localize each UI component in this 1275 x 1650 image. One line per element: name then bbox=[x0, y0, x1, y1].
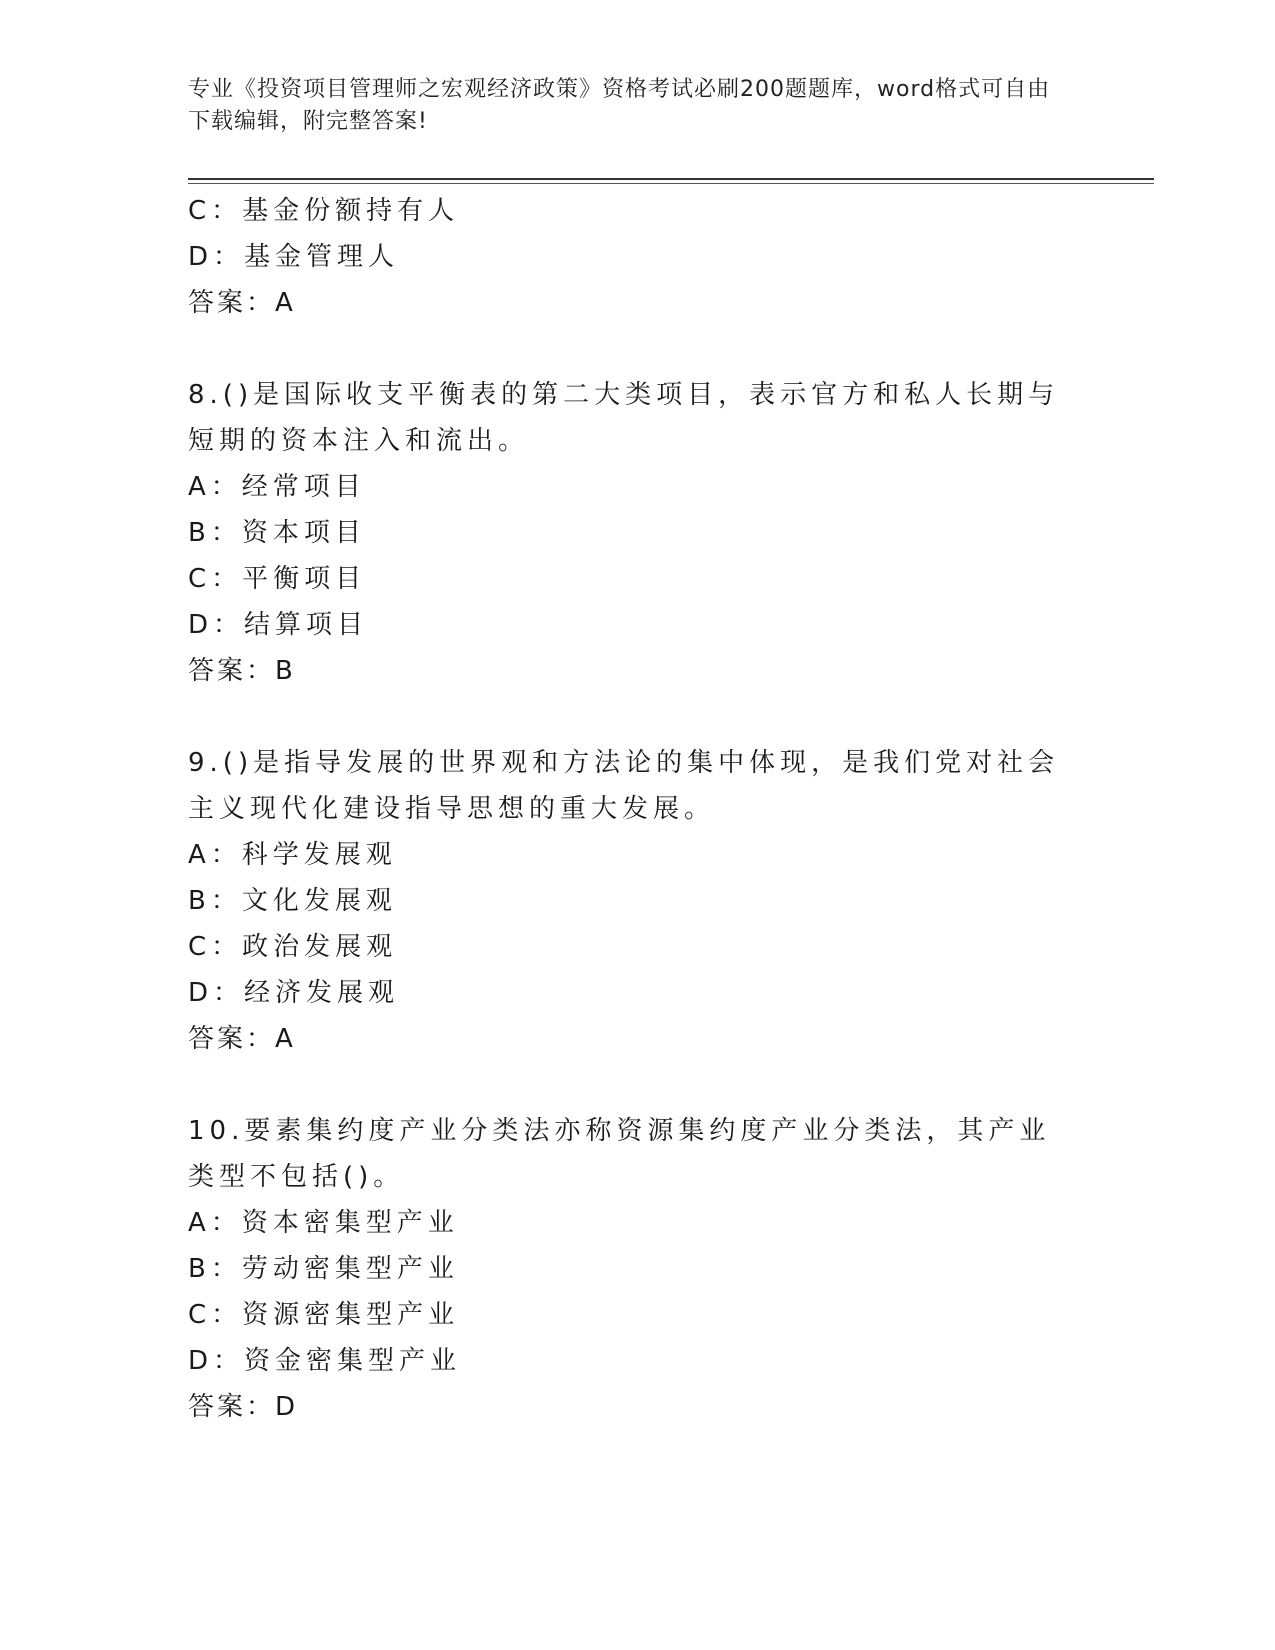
option-d bbox=[188, 970, 1088, 1016]
header-rule-thin bbox=[188, 183, 1154, 184]
option-label: B： bbox=[188, 886, 242, 916]
option-label: D： bbox=[188, 978, 245, 1008]
question-stem: 10.要素集约度产业分类法亦称资源集约度产业分类法，其产业类型不包括()。 bbox=[188, 1116, 1051, 1192]
option-c bbox=[188, 188, 1088, 234]
option-c bbox=[188, 924, 1088, 970]
option-text: 科学发展观 bbox=[241, 840, 397, 870]
option-text: 资本密集型产业 bbox=[241, 1208, 459, 1238]
option-label: C： bbox=[188, 564, 243, 594]
option-text: 平衡项目 bbox=[242, 564, 367, 594]
header-rule-thick bbox=[188, 178, 1154, 180]
option-text: 结算项目 bbox=[244, 610, 369, 640]
option-label: A： bbox=[188, 472, 242, 502]
document-header: 专业《投资项目管理师之宏观经济政策》资格考试必刷200题题库，word格式可自由下载编辑，附完整答案! bbox=[188, 77, 1051, 134]
question-8 bbox=[188, 372, 1088, 694]
option-a bbox=[188, 464, 1088, 510]
option-label: D： bbox=[188, 1346, 245, 1376]
option-c bbox=[188, 556, 1088, 602]
option-text: 经常项目 bbox=[241, 472, 366, 502]
option-label: C： bbox=[188, 1300, 243, 1330]
question-9 bbox=[188, 740, 1088, 1062]
option-d bbox=[188, 234, 1088, 280]
option-a bbox=[188, 1200, 1088, 1246]
option-text: 基金份额持有人 bbox=[242, 196, 460, 226]
question-stem: 8.()是国际收支平衡表的第二大类项目，表示官方和私人长期与短期的资本注入和流出。 bbox=[188, 380, 1060, 456]
option-label: D： bbox=[188, 610, 245, 640]
answer-line: 答案：D bbox=[188, 1392, 299, 1422]
answer-line: 答案：A bbox=[188, 1024, 296, 1054]
option-label: A： bbox=[188, 840, 242, 870]
option-text: 文化发展观 bbox=[241, 886, 397, 916]
option-text: 资金密集型产业 bbox=[244, 1346, 462, 1376]
option-text: 基金管理人 bbox=[244, 242, 400, 272]
option-label: D： bbox=[188, 242, 245, 272]
option-text: 资源密集型产业 bbox=[242, 1300, 460, 1330]
option-b bbox=[188, 878, 1088, 924]
answer-line: 答案：A bbox=[188, 288, 296, 318]
option-a bbox=[188, 832, 1088, 878]
option-d bbox=[188, 602, 1088, 648]
option-label: C： bbox=[188, 196, 243, 226]
option-label: B： bbox=[188, 518, 242, 548]
option-b bbox=[188, 1246, 1088, 1292]
question-10 bbox=[188, 1108, 1088, 1430]
option-label: B： bbox=[188, 1254, 242, 1284]
option-b bbox=[188, 510, 1088, 556]
document-body bbox=[188, 188, 1088, 1430]
question-7-partial bbox=[188, 188, 1088, 326]
option-text: 资本项目 bbox=[241, 518, 366, 548]
option-d bbox=[188, 1338, 1088, 1384]
question-stem: 9.()是指导发展的世界观和方法论的集中体现，是我们党对社会主义现代化建设指导思想的重大发展。 bbox=[188, 748, 1060, 824]
option-c bbox=[188, 1292, 1088, 1338]
option-label: C： bbox=[188, 932, 243, 962]
answer-line: 答案：B bbox=[188, 656, 296, 686]
option-text: 劳动密集型产业 bbox=[241, 1254, 459, 1284]
option-text: 经济发展观 bbox=[244, 978, 400, 1008]
option-text: 政治发展观 bbox=[242, 932, 398, 962]
option-label: A： bbox=[188, 1208, 242, 1238]
